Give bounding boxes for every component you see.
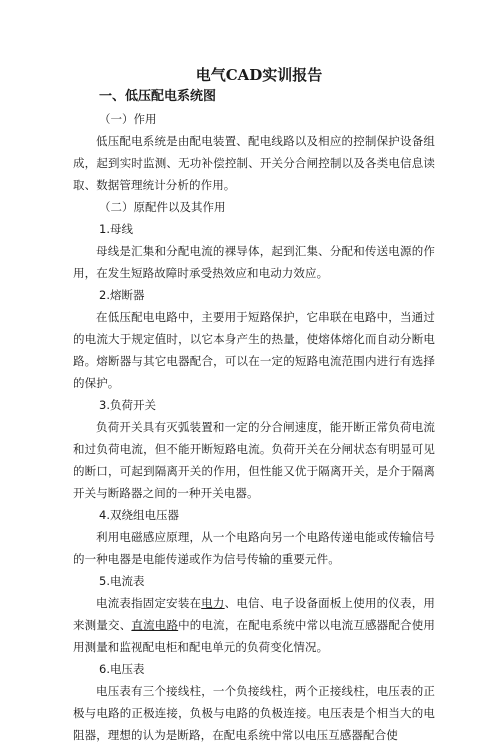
paragraph-load-switch: 负荷开关具有灭弧装置和一定的分合闸速度，能开断正常负荷电流和过负荷电流，但不能开断短路电流。负荷开关在分闸状态有明显可见的断口，可起到隔离开关的作用，但性能又优于隔离开关，是介于隔离开关与断路器之间的一种开关电器。	[73, 420, 435, 500]
ammeter-text-part-a: 电流表指固定安装在	[96, 596, 202, 610]
item-label-busbar: 1.母线	[99, 222, 133, 236]
subsection-label-components: （二）原配件以及其作用	[99, 200, 226, 214]
item-label-load-switch: 3.负荷开关	[99, 398, 156, 412]
document-title: 电气CAD实训报告	[195, 66, 323, 84]
item-label-fuse: 2.熔断器	[99, 288, 145, 302]
ammeter-text-part-c: 中的电流，在配电系统中常以电流互感器配合使用用测量和监视配电柜和配电单元的负荷变化情况。	[73, 618, 435, 654]
paragraph-purpose: 低压配电系统是由配电装置、配电线路以及相应的控制保护设备组成，起到实时监测、无功补偿控制、开关分合闸控制以及各类电信息读取、数据管理统计分析的作用。	[73, 134, 435, 192]
item-label-ammeter: 5.电流表	[99, 574, 145, 588]
document-body	[73, 64, 435, 746]
paragraph-busbar: 母线是汇集和分配电流的裸导体，起到汇集、分配和传送电源的作用，在发生短路故障时承受热效应和电动力效应。	[73, 244, 435, 280]
subsection-label-purpose: （一）作用	[99, 112, 157, 126]
paragraph-ammeter	[73, 592, 435, 658]
section-heading-1: 一、低压配电系统图	[99, 89, 217, 104]
item-label-transformer: 4.双绕组电压器	[99, 508, 179, 522]
paragraph-fuse: 在低压配电电路中，主要用于短路保护，它串联在电路中，当通过的电流大于规定值时，以它本身产生的热量，使熔体熔化而自动分断电路。熔断器与其它电器配合，可以在一定的短路电流范围内进行有选择的保护。	[73, 310, 435, 390]
link-dc-circuit[interactable]: 直流电路	[131, 618, 179, 632]
link-power[interactable]: 电力	[201, 596, 225, 610]
paragraph-transformer: 利用电磁感应原理，从一个电路向另一个电路传递电能或传输信号的一种电器是电能传递或作为信号传输的重要元件。	[73, 530, 435, 566]
ammeter-text-part-b: 、电信、电子设备面板上使用的仪表，用来测量交、	[73, 596, 435, 632]
paragraph-voltmeter: 电压表有三个接线柱，一个负接线柱，两个正接线柱，电压表的正极与电路的正极连接，负极与电路的负极连接。电压表是个相当大的电阻器，理想的认为是断路，在配电系统中常以电压互感器配合使	[73, 684, 435, 742]
item-label-voltmeter: 6.电压表	[99, 662, 145, 676]
